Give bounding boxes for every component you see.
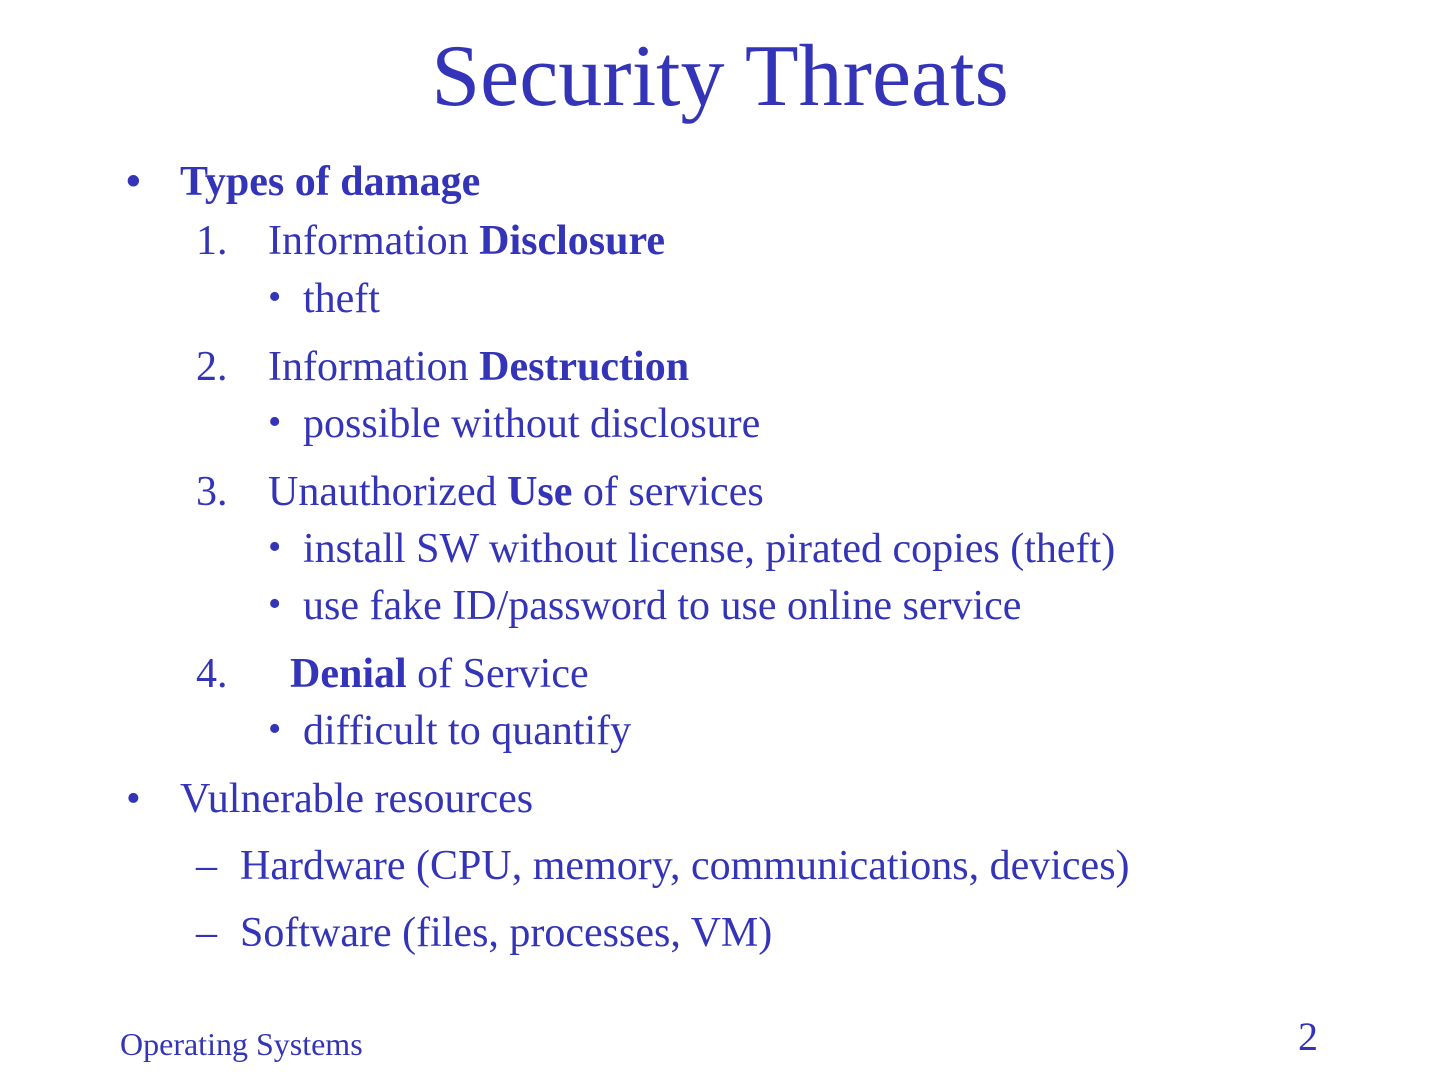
item-text-regular: Unauthorized: [268, 469, 508, 515]
bullet-icon: •: [268, 276, 282, 318]
bullet-icon: •: [126, 159, 141, 205]
item-text-regular: Information: [268, 218, 480, 264]
item-text-bold: Denial: [290, 651, 407, 697]
item-text: Software (files, processes, VM): [240, 910, 773, 956]
item-text: use fake ID/password to use online service: [303, 583, 1022, 629]
item-number: 2.: [196, 344, 228, 390]
item-text: [268, 220, 665, 262]
item-text: install SW without license, pirated copies (theft): [303, 526, 1116, 572]
bullet-icon: •: [268, 583, 282, 625]
dash-icon: –: [196, 910, 217, 956]
bullet-icon: •: [126, 776, 141, 822]
item-text-regular: of services: [572, 469, 764, 515]
slide-title: Security Threats: [431, 28, 1009, 125]
bullet-icon: •: [268, 708, 282, 750]
item-text: [268, 346, 689, 388]
item-text-bold: Disclosure: [479, 218, 665, 264]
item-text-regular: of Service: [406, 651, 589, 697]
footer-course-name: Operating Systems: [120, 1026, 363, 1062]
bullet-icon: •: [268, 401, 282, 443]
item-text-bold: Use: [507, 469, 573, 515]
item-text-bold: Destruction: [479, 344, 690, 390]
bullet-icon: •: [268, 526, 282, 568]
item-text-regular: Information: [268, 344, 480, 390]
item-text: theft: [303, 276, 380, 322]
dash-icon: –: [196, 843, 217, 889]
item-text: Hardware (CPU, memory, communications, devices): [240, 843, 1130, 889]
item-number: 4.: [196, 651, 228, 697]
item-text: possible without disclosure: [303, 401, 761, 447]
item-text: [290, 653, 589, 695]
footer-page-number: 2: [1298, 1014, 1318, 1059]
item-text: Types of damage: [180, 159, 481, 205]
item-text: [268, 471, 764, 513]
item-number: 1.: [196, 218, 228, 264]
item-text: Vulnerable resources: [180, 776, 534, 822]
item-text: difficult to quantify: [303, 708, 632, 754]
item-number: 3.: [196, 469, 228, 515]
